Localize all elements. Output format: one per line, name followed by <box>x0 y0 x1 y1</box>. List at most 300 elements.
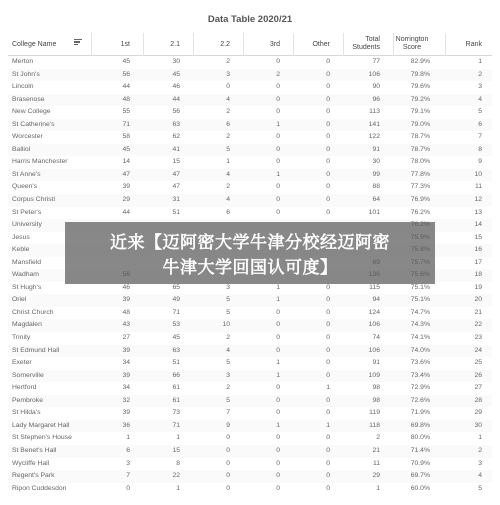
table-cell-other: 0 <box>326 472 330 480</box>
table-cell-norrington-score: 82.9% <box>410 58 430 65</box>
table-cell-other: 0 <box>326 58 330 65</box>
table-cell-2-2: 2 <box>226 108 230 116</box>
table-row[interactable] <box>8 156 492 169</box>
table-cell-2-2: 2 <box>226 384 230 392</box>
table-cell-1st: 71 <box>122 120 130 128</box>
table-cell-total-students: 94 <box>372 296 380 304</box>
table-cell-total-students: 90 <box>372 83 380 91</box>
table-cell-3rd: 0 <box>276 334 280 342</box>
table-cell-2-1: 71 <box>172 308 180 316</box>
table-cell-rank: 1 <box>478 434 482 442</box>
table-cell-2-1: 65 <box>172 283 180 291</box>
table-row[interactable] <box>8 357 492 370</box>
table-cell-2-1: 62 <box>172 133 180 141</box>
table-cell-2-1: 30 <box>172 58 180 65</box>
table-cell-1st: 58 <box>122 133 130 141</box>
table-cell-norrington-score: 75.1% <box>410 283 430 291</box>
table-row[interactable] <box>8 169 492 182</box>
table-cell-rank: 3 <box>478 459 482 467</box>
table-cell-college-name: Oriel <box>12 296 27 304</box>
table-cell-2-2: 3 <box>226 283 230 291</box>
table-cell-college-name: Christ Church <box>12 308 54 316</box>
table-cell-total-students: 91 <box>372 359 380 367</box>
table-cell-3rd: 0 <box>276 133 280 141</box>
table-cell-2-1: 49 <box>172 296 180 304</box>
table-cell-1st: 36 <box>122 421 130 429</box>
table-cell-norrington-score: 77.8% <box>410 170 430 178</box>
table-cell-2-1: 63 <box>172 120 180 128</box>
table-cell-rank: 22 <box>474 321 482 329</box>
table-row[interactable] <box>8 294 492 307</box>
table-cell-norrington-score: 77.3% <box>410 183 430 191</box>
table-cell-1st: 48 <box>122 95 130 103</box>
table-cell-3rd: 0 <box>276 346 280 354</box>
table-cell-1st: 34 <box>122 359 130 367</box>
table-cell-college-name: St Stephen's House <box>12 434 72 442</box>
table-cell-college-name: Mansfield <box>12 258 42 266</box>
table-row[interactable] <box>8 194 492 207</box>
table-header <box>8 33 492 55</box>
table-cell-1st: 44 <box>122 208 130 216</box>
table-cell-norrington-score: 79.6% <box>410 83 430 91</box>
table-cell-norrington-score: 72.6% <box>410 396 430 404</box>
table-cell-3rd: 0 <box>276 95 280 103</box>
table-cell-total-students: 91 <box>372 145 380 153</box>
table-cell-1st: 44 <box>122 83 130 91</box>
table-cell-total-students: 106 <box>368 321 380 329</box>
table-cell-norrington-score: 69.7% <box>410 472 430 480</box>
table-row[interactable] <box>8 307 492 320</box>
table-cell-2-1: 44 <box>172 95 180 103</box>
table-cell-2-1: 61 <box>172 396 180 404</box>
table-cell-total-students: 2 <box>376 434 380 442</box>
table-cell-college-name: Worcester <box>12 133 43 141</box>
table-cell-rank: 24 <box>474 346 482 354</box>
table-cell-total-students: 122 <box>368 133 380 141</box>
table-cell-other: 0 <box>326 183 330 191</box>
table-cell-rank: 11 <box>474 183 482 191</box>
table-cell-norrington-score: 74.3% <box>410 321 430 329</box>
table-cell-2-2: 9 <box>226 421 230 429</box>
table-cell-norrington-score: 79.2% <box>410 95 430 103</box>
table-cell-2-2: 3 <box>226 70 230 78</box>
table-cell-other: 0 <box>326 170 330 178</box>
table-cell-3rd: 0 <box>276 384 280 392</box>
table-cell-other: 0 <box>326 158 330 166</box>
table-cell-norrington-score: 71.4% <box>410 446 430 454</box>
table-cell-2-1: 46 <box>172 83 180 91</box>
table-cell-norrington-score: 69.8% <box>410 421 430 429</box>
table-row[interactable] <box>8 458 492 471</box>
table-cell-2-2: 6 <box>226 208 230 216</box>
table-cell-other: 0 <box>326 296 330 304</box>
table-cell-3rd: 0 <box>276 145 280 153</box>
table-cell-2-2: 0 <box>226 446 230 454</box>
table-cell-rank: 19 <box>474 283 482 291</box>
table-cell-2-1: 15 <box>172 446 180 454</box>
table-cell-college-name: Regent's Park <box>12 472 55 480</box>
header-norrington-score[interactable]: Norrington Score <box>395 36 429 51</box>
table-cell-2-2: 5 <box>226 296 230 304</box>
table-cell-2-1: 63 <box>172 346 180 354</box>
header-2-1[interactable]: 2.1 <box>170 41 180 48</box>
table-cell-1st: 48 <box>122 308 130 316</box>
table-row[interactable] <box>8 69 492 82</box>
table-cell-2-1: 47 <box>172 170 180 178</box>
table-cell-college-name: Ripon Cuddesdon <box>12 484 67 492</box>
table-cell-1st: 14 <box>122 158 130 166</box>
table-cell-college-name: St Peter's <box>12 208 42 216</box>
table-cell-other: 0 <box>326 196 330 204</box>
table-cell-college-name: Jesus <box>12 233 30 241</box>
table-cell-rank: 5 <box>478 108 482 116</box>
table-cell-total-students: 98 <box>372 396 380 404</box>
table-cell-college-name: University <box>12 221 42 229</box>
table-cell-norrington-score: 78.7% <box>410 145 430 153</box>
table-cell-total-students: 115 <box>369 283 380 291</box>
table-cell-3rd: 1 <box>276 170 280 178</box>
table-cell-rank: 17 <box>474 258 482 266</box>
table-cell-3rd: 0 <box>276 196 280 204</box>
table-cell-norrington-score: 73.4% <box>410 371 430 379</box>
table-cell-1st: 45 <box>122 145 130 153</box>
table-cell-other: 0 <box>326 359 330 367</box>
table-cell-total-students: 109 <box>368 371 380 379</box>
table-row[interactable] <box>8 131 492 144</box>
table-cell-3rd: 0 <box>276 58 280 65</box>
table-cell-college-name: Exeter <box>12 359 32 367</box>
table-cell-norrington-score: 75.1% <box>410 296 430 304</box>
table-cell-norrington-score: 80.0% <box>410 434 430 442</box>
table-cell-norrington-score: 74.7% <box>410 308 430 316</box>
table-cell-2-1: 1 <box>176 434 180 442</box>
table-cell-2-1: 71 <box>172 421 180 429</box>
table-cell-college-name: Merton <box>12 58 34 65</box>
table-cell-rank: 1 <box>478 58 482 65</box>
table-cell-norrington-score: 73.6% <box>410 359 430 367</box>
table-row[interactable] <box>8 81 492 94</box>
table-cell-other: 0 <box>326 145 330 153</box>
table-cell-norrington-score: 76.2% <box>410 208 430 216</box>
table-cell-1st: 1 <box>126 434 130 442</box>
table-cell-other: 0 <box>326 459 330 467</box>
table-cell-college-name: Trinity <box>12 334 31 342</box>
table-cell-rank: 6 <box>478 120 482 128</box>
table-cell-3rd: 0 <box>276 434 280 442</box>
table-cell-3rd: 0 <box>276 396 280 404</box>
watermark-line-2: 牛津大学回国认可度】 <box>162 258 338 278</box>
table-cell-1st: 39 <box>122 409 130 417</box>
table-cell-2-2: 0 <box>226 459 230 467</box>
table-cell-other: 0 <box>326 409 330 417</box>
table-title: Data Table 2020/21 <box>207 14 293 25</box>
table-cell-3rd: 0 <box>276 446 280 454</box>
table-cell-2-1: 51 <box>172 208 180 216</box>
table-row[interactable] <box>8 395 492 408</box>
table-cell-other: 0 <box>326 434 330 442</box>
header-2-2[interactable]: 2.2 <box>220 41 230 48</box>
table-cell-other: 1 <box>326 421 330 429</box>
table-cell-2-1: 45 <box>172 334 180 342</box>
table-cell-1st: 0 <box>126 484 130 492</box>
table-cell-2-2: 2 <box>226 334 230 342</box>
table-cell-2-1: 1 <box>176 484 180 492</box>
table-cell-rank: 5 <box>478 484 482 492</box>
table-cell-college-name: Lady Margaret Hall <box>12 421 70 429</box>
table-cell-total-students: 106 <box>368 346 380 354</box>
table-cell-1st: 32 <box>122 396 130 404</box>
table-cell-2-2: 2 <box>226 133 230 141</box>
table-cell-college-name: Balliol <box>12 145 31 153</box>
table-cell-2-2: 7 <box>226 409 230 417</box>
table-cell-2-2: 4 <box>226 346 230 354</box>
table-row[interactable] <box>8 144 492 157</box>
watermark-line-1: 近来【迈阿密大学牛津分校经迈阿密 <box>110 233 390 253</box>
table-cell-other: 0 <box>326 120 330 128</box>
table-cell-norrington-score: 79.0% <box>410 120 430 128</box>
table-cell-college-name: St John's <box>12 70 40 78</box>
table-cell-2-2: 0 <box>226 434 230 442</box>
table-cell-1st: 43 <box>122 321 130 329</box>
table-cell-1st: 7 <box>126 472 130 480</box>
table-cell-total-students: 74 <box>372 334 380 342</box>
table-cell-2-1: 61 <box>172 384 180 392</box>
table-row[interactable] <box>8 207 492 220</box>
table-cell-rank: 2 <box>478 70 482 78</box>
table-cell-rank: 18 <box>474 271 482 279</box>
table-cell-3rd: 0 <box>276 484 280 492</box>
table-cell-2-2: 5 <box>226 308 230 316</box>
table-cell-total-students: 99 <box>372 170 380 178</box>
table-cell-total-students: 64 <box>372 196 380 204</box>
table-cell-1st: 29 <box>122 196 130 204</box>
table-cell-3rd: 0 <box>276 108 280 116</box>
table-cell-norrington-score: 71.9% <box>410 409 430 417</box>
table-cell-rank: 2 <box>478 446 482 454</box>
table-cell-norrington-score: 79.1% <box>410 108 430 116</box>
table-cell-2-2: 5 <box>226 145 230 153</box>
table-cell-college-name: St Hilda's <box>12 409 41 417</box>
table-cell-2-1: 15 <box>172 158 180 166</box>
table-cell-norrington-score: 74.1% <box>410 334 430 342</box>
table-cell-college-name: Queen's <box>12 183 38 191</box>
table-row[interactable] <box>8 370 492 383</box>
table-row[interactable] <box>8 445 492 458</box>
table-cell-other: 0 <box>326 70 330 78</box>
table-cell-college-name: St Benet's Hall <box>12 446 57 454</box>
table-cell-rank: 15 <box>474 233 482 241</box>
table-cell-3rd: 0 <box>276 459 280 467</box>
header-1st[interactable]: 1st <box>120 41 130 48</box>
table-cell-2-2: 2 <box>226 58 230 65</box>
header-rank[interactable]: Rank <box>465 41 482 48</box>
table-cell-other: 0 <box>326 371 330 379</box>
table-cell-other: 0 <box>326 321 330 329</box>
table-row[interactable] <box>8 420 492 433</box>
table-cell-1st: 27 <box>122 334 130 342</box>
table-cell-rank: 4 <box>478 472 482 480</box>
table-cell-3rd: 1 <box>276 359 280 367</box>
table-cell-2-1: 47 <box>172 183 180 191</box>
table-cell-college-name: St Catherine's <box>12 120 55 128</box>
table-cell-rank: 16 <box>474 246 482 254</box>
table-row[interactable] <box>8 345 492 358</box>
table-cell-1st: 39 <box>122 346 130 354</box>
table-cell-norrington-score: 72.9% <box>410 384 430 392</box>
header-college-name[interactable]: College Name <box>12 41 57 48</box>
table-cell-college-name: Harris Manchester <box>12 158 68 166</box>
table-cell-rank: 20 <box>474 296 482 304</box>
table-cell-2-2: 4 <box>226 95 230 103</box>
table-cell-total-students: 98 <box>372 384 380 392</box>
table-row[interactable] <box>8 483 492 496</box>
table-cell-2-2: 6 <box>226 120 230 128</box>
table-row[interactable] <box>8 181 492 194</box>
table-cell-college-name: Lincoln <box>12 83 34 91</box>
table-cell-1st: 45 <box>122 58 130 65</box>
table-cell-rank: 28 <box>474 396 482 404</box>
table-cell-3rd: 1 <box>276 296 280 304</box>
table-cell-other: 0 <box>326 83 330 91</box>
table-cell-rank: 14 <box>474 221 482 229</box>
table-cell-1st: 39 <box>122 296 130 304</box>
table-row[interactable] <box>8 407 492 420</box>
table-cell-1st: 39 <box>122 183 130 191</box>
table-cell-norrington-score: 78.0% <box>410 158 430 166</box>
table-cell-1st: 34 <box>122 384 130 392</box>
table-row[interactable] <box>8 319 492 332</box>
table-cell-total-students: 77 <box>372 58 380 65</box>
table-cell-college-name: Magdalen <box>12 321 42 329</box>
table-cell-college-name: Wadham <box>12 271 39 279</box>
table-cell-rank: 4 <box>478 95 482 103</box>
table-cell-2-2: 0 <box>226 484 230 492</box>
table-cell-total-students: 21 <box>372 446 380 454</box>
table-row[interactable] <box>8 106 492 119</box>
table-cell-1st: 55 <box>122 108 130 116</box>
table-cell-other: 0 <box>326 133 330 141</box>
table-cell-total-students: 29 <box>372 472 380 480</box>
table-cell-2-2: 10 <box>222 321 230 329</box>
table-cell-norrington-score: 79.8% <box>410 70 430 78</box>
header-other[interactable]: Other <box>312 41 330 48</box>
table-cell-rank: 12 <box>474 196 482 204</box>
table-row[interactable] <box>8 382 492 395</box>
table-cell-college-name: Somerville <box>12 371 44 379</box>
table-cell-total-students: 101 <box>368 208 380 216</box>
table-cell-2-2: 1 <box>226 158 230 166</box>
table-cell-2-1: 51 <box>172 359 180 367</box>
table-cell-total-students: 96 <box>372 95 380 103</box>
table-cell-total-students: 124 <box>368 308 380 316</box>
table-cell-2-1: 8 <box>176 459 180 467</box>
table-cell-college-name: St Hugh's <box>12 283 42 291</box>
table-cell-rank: 29 <box>474 409 482 417</box>
table-cell-rank: 21 <box>474 308 482 316</box>
table-cell-2-1: 41 <box>172 145 180 153</box>
table-cell-2-2: 0 <box>226 472 230 480</box>
table-cell-1st: 39 <box>122 371 130 379</box>
table-cell-2-2: 3 <box>226 371 230 379</box>
table-row[interactable] <box>8 432 492 445</box>
table-cell-3rd: 0 <box>276 158 280 166</box>
table-cell-total-students: 11 <box>372 459 380 467</box>
table-row[interactable] <box>8 56 492 69</box>
table-cell-total-students: 30 <box>372 158 380 166</box>
table-cell-total-students: 141 <box>368 120 380 128</box>
table-cell-other: 0 <box>326 208 330 216</box>
table-cell-2-1: 53 <box>172 321 180 329</box>
table-cell-1st: 56 <box>122 70 130 78</box>
table-cell-college-name: St Edmund Hall <box>12 346 60 354</box>
table-cell-rank: 8 <box>478 145 482 153</box>
sort-icon[interactable] <box>74 39 82 47</box>
table-cell-3rd: 1 <box>276 421 280 429</box>
table-cell-total-students: 118 <box>369 421 380 429</box>
table-cell-college-name: Pembroke <box>12 396 43 404</box>
table-row[interactable] <box>8 332 492 345</box>
table-cell-rank: 3 <box>478 83 482 91</box>
table-cell-college-name: Keble <box>12 246 30 254</box>
table-cell-total-students: 88 <box>372 183 380 191</box>
table-row[interactable] <box>8 94 492 107</box>
table-cell-other: 0 <box>326 308 330 316</box>
table-cell-college-name: Wycliffe Hall <box>12 459 50 467</box>
table-cell-2-1: 66 <box>172 371 180 379</box>
table-cell-3rd: 0 <box>276 83 280 91</box>
table-cell-college-name: Hertford <box>12 384 37 392</box>
table-cell-other: 0 <box>326 484 330 492</box>
table-cell-2-1: 22 <box>172 472 180 480</box>
table-cell-3rd: 0 <box>276 308 280 316</box>
table-cell-other: 0 <box>326 95 330 103</box>
table-cell-rank: 7 <box>478 133 482 141</box>
table-cell-rank: 9 <box>478 158 482 166</box>
table-cell-norrington-score: 78.7% <box>410 133 430 141</box>
table-cell-2-2: 0 <box>226 83 230 91</box>
table-cell-norrington-score: 70.9% <box>410 459 430 467</box>
table-cell-college-name: New College <box>12 108 51 116</box>
table-cell-total-students: 119 <box>369 409 380 417</box>
header-total-students[interactable]: Total Students <box>352 36 380 51</box>
table-cell-1st: 3 <box>126 459 130 467</box>
table-cell-3rd: 1 <box>276 120 280 128</box>
table-cell-1st: 6 <box>126 446 130 454</box>
table-cell-total-students: 1 <box>376 484 380 492</box>
table-cell-other: 0 <box>326 108 330 116</box>
table-cell-rank: 10 <box>474 170 482 178</box>
table-row[interactable] <box>8 470 492 483</box>
table-row[interactable] <box>8 119 492 132</box>
table-cell-rank: 27 <box>474 384 482 392</box>
table-cell-total-students: 113 <box>369 108 380 116</box>
table-cell-other: 0 <box>326 396 330 404</box>
table-cell-college-name: Brasenose <box>12 95 45 103</box>
table-cell-1st: 47 <box>122 170 130 178</box>
table-cell-other: 0 <box>326 446 330 454</box>
table-cell-3rd: 0 <box>276 208 280 216</box>
table-cell-college-name: St Anne's <box>12 170 41 178</box>
table-cell-2-2: 2 <box>226 183 230 191</box>
table-cell-rank: 26 <box>474 371 482 379</box>
header-3rd[interactable]: 3rd <box>269 41 280 48</box>
table-cell-3rd: 0 <box>276 183 280 191</box>
table-cell-2-1: 73 <box>172 409 180 417</box>
table-cell-2-2: 5 <box>226 359 230 367</box>
table-cell-3rd: 1 <box>276 371 280 379</box>
table-cell-3rd: 2 <box>276 70 280 78</box>
table-cell-other: 1 <box>326 384 330 392</box>
